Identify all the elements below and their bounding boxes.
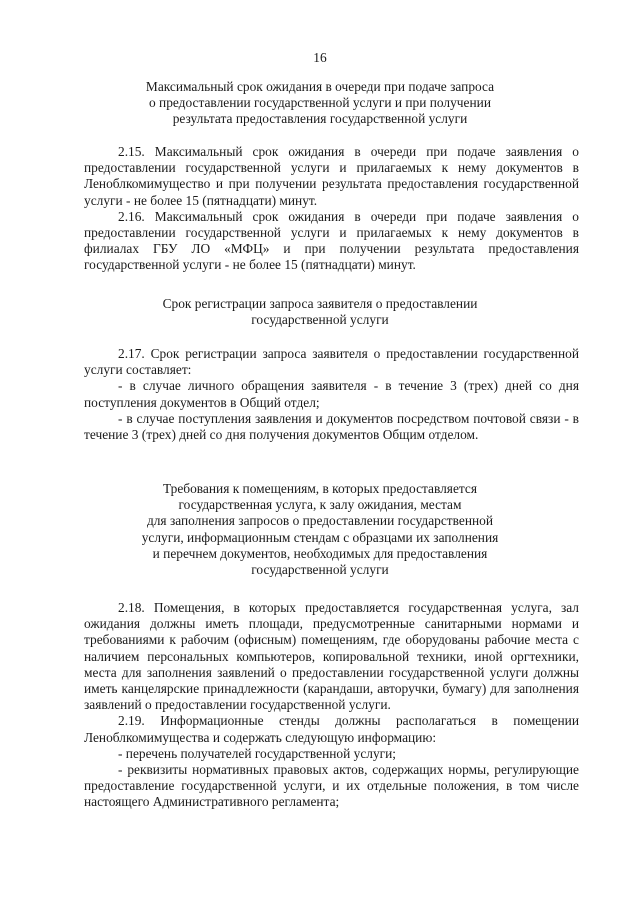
heading-line: и перечнем документов, необходимых для предоставления <box>152 545 488 561</box>
section-body-waiting-time <box>84 144 579 274</box>
section-body-premises <box>84 600 579 811</box>
heading-line: государственной услуги <box>251 312 389 328</box>
heading-line: результата предоставления государственной услуги <box>172 111 468 127</box>
heading-line: Требования к помещениям, в которых предоставляется <box>162 481 478 496</box>
heading-line: для заполнения запросов о предоставлении государственной <box>146 513 494 529</box>
section-heading-registration <box>110 296 530 328</box>
heading-line: о предоставлении государственной услуги и при получении <box>149 95 491 111</box>
section-heading-premises <box>110 481 530 578</box>
section-heading-waiting-time <box>110 79 530 128</box>
list-item: - в случае личного обращения заявителя - в течение 3 (трех) дней со дня поступления документов в Общий отдел; <box>84 378 579 410</box>
list-item: - в случае поступления заявления и документов посредством почтовой связи - в течение 3 (трех) дней со дня получения документов Общим отделом. <box>84 410 579 443</box>
heading-line: государственной услуги <box>251 562 389 578</box>
heading-line: Срок регистрации запроса заявителя о предоставлении <box>162 296 478 311</box>
paragraph-2-16: 2.16. Максимальный срок ожидания в очереди при подаче заявления о предоставлении государственной услуги и прилагаемых к нему документов в филиалах ГБУ ЛО «МФЦ» и при получении результата предоставления государственной услуги - не более 15 (пятнадцати) минут. <box>84 208 579 273</box>
paragraph-2-19: 2.19. Информационные стенды должны располагаться в помещении Леноблкомимущества и содержать следующую информацию: <box>84 713 579 745</box>
section-body-registration <box>84 346 579 443</box>
paragraph-2-15: 2.15. Максимальный срок ожидания в очереди при подаче заявления о предоставлении государственной услуги и прилагаемых к нему документов в Леноблкомимущество и при получении результата предоставления государственной услуги - не более 15 (пятнадцати) минут. <box>84 144 579 208</box>
list-item: - реквизиты нормативных правовых актов, содержащих нормы, регулирующие предоставление государственной услуги, и их отдельные положения, в том числе настоящего Административного регламента; <box>84 762 579 810</box>
heading-line: Максимальный срок ожидания в очереди при подаче запроса <box>145 79 495 94</box>
paragraph-2-17: 2.17. Срок регистрации запроса заявителя о предоставлении государственной услуги составляет: <box>84 346 579 378</box>
list-item: - перечень получателей государственной услуги; <box>118 745 397 761</box>
paragraph-2-18: 2.18. Помещения, в которых предоставляется государственная услуга, зал ожидания должны иметь площади, предусмотренные санитарными нормами и требованиями к рабочим (офисным) помещениям, где оборудованы рабочие места с наличием персональных компьютеров, копировальной техники, иной оргтехники, места для заполнения заявлений о предоставлении государственной услуги должны иметь канцелярские принадлежности (карандаши, авторучки, бумагу) для заполнения заявлений о предоставлении государственной услуги. <box>84 600 579 713</box>
heading-line: государственная услуга, к залу ожидания, местам <box>178 497 462 513</box>
page-number: 16 <box>313 50 327 65</box>
heading-line: услуги, информационным стендам с образцами их заполнения <box>141 529 499 545</box>
